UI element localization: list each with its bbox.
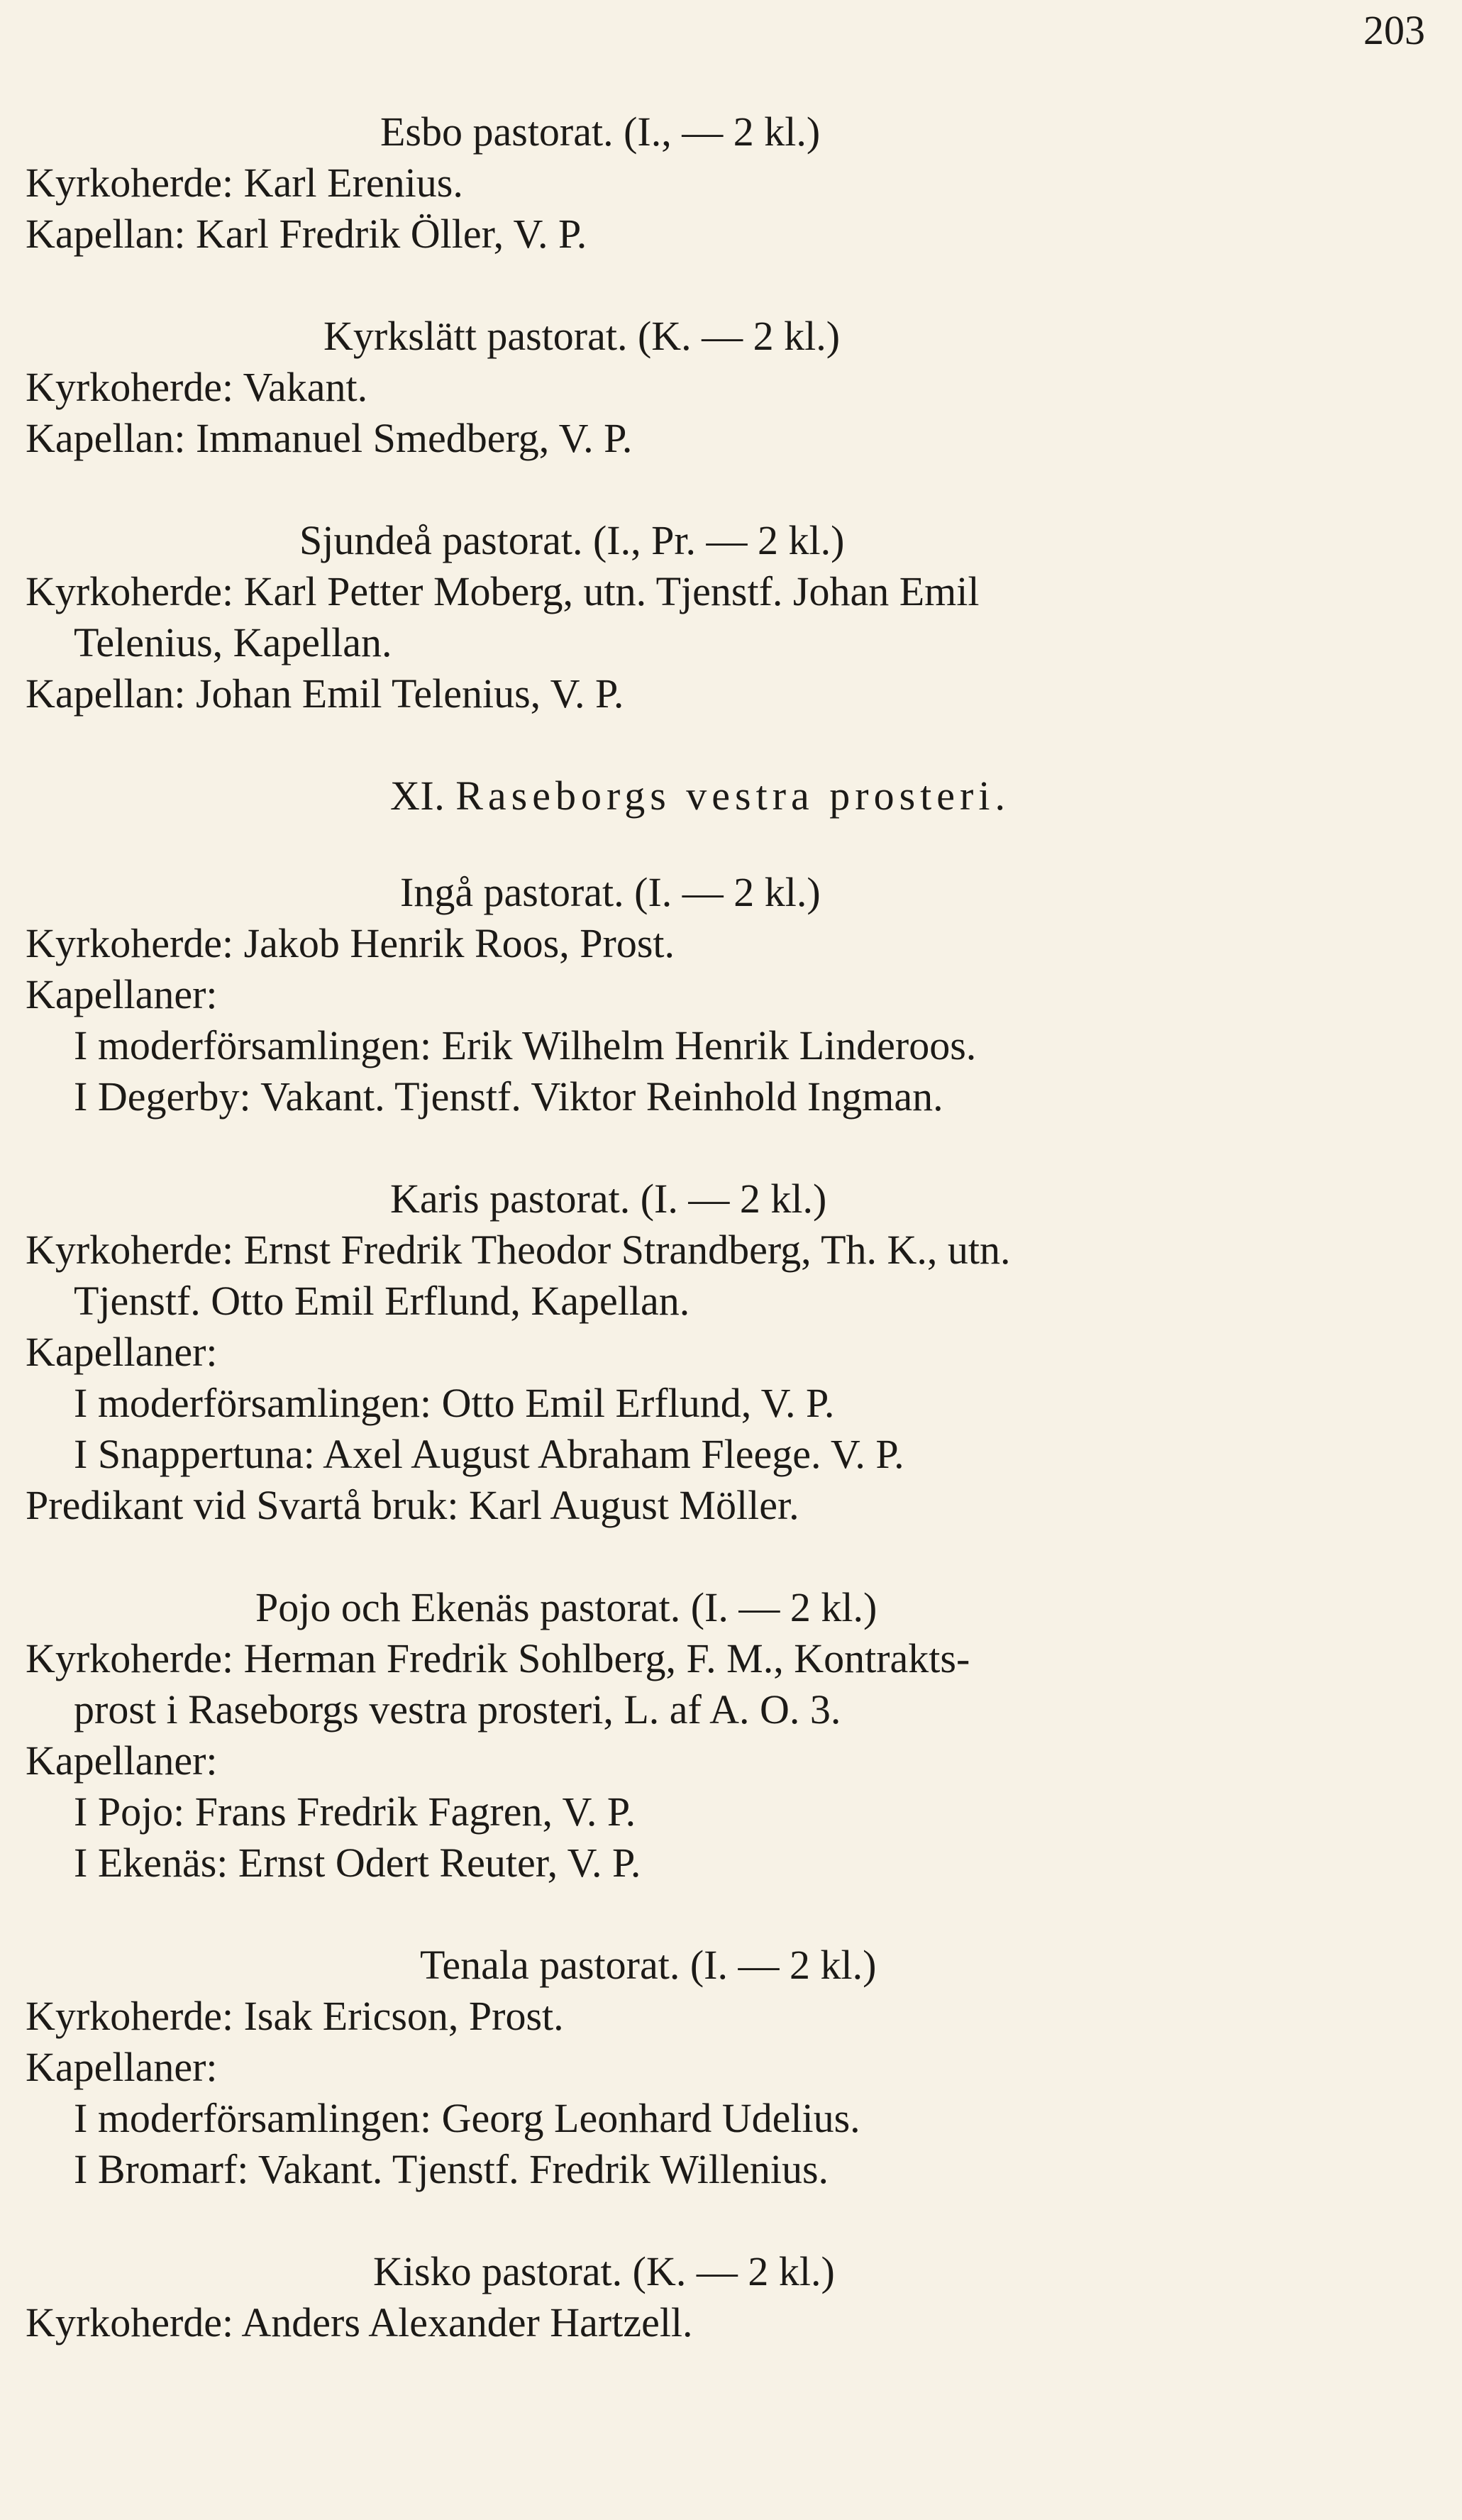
entry-line: Kapellaner: xyxy=(26,1737,218,1784)
pastorat-section xyxy=(26,311,1437,464)
entry-line: I moderförsamlingen: Georg Leonhard Udelius. xyxy=(74,2095,860,2141)
page-content xyxy=(26,106,1437,2348)
entry-line: I Snappertuna: Axel August Abraham Fleege. V. P. xyxy=(74,1431,904,1477)
entry-line: Kyrkoherde: Anders Alexander Hartzell. xyxy=(26,2299,693,2345)
entry-line: Kyrkoherde: Jakob Henrik Roos, Prost. xyxy=(26,920,675,966)
section-gap xyxy=(26,464,1437,515)
entry-line: Kapellaner: xyxy=(26,1329,218,1375)
entry-line: Kapellan: Johan Emil Telenius, V. P. xyxy=(26,670,624,717)
entry-line: Kyrkoherde: Isak Ericson, Prost. xyxy=(26,1993,564,2039)
entry-line: Predikant vid Svartå bruk: Karl August Möller. xyxy=(26,1482,799,1528)
pastorat-heading: Pojo och Ekenäs pastorat. (I. — 2 kl.) xyxy=(255,1584,877,1630)
entry-line: I moderförsamlingen: Otto Emil Erflund, V. P. xyxy=(74,1380,835,1426)
section-gap xyxy=(26,1122,1437,1173)
entry-line: Kyrkoherde: Karl Petter Moberg, utn. Tjenstf. Johan Emil xyxy=(26,568,980,614)
pastorat-section xyxy=(26,2246,1437,2348)
section-gap xyxy=(26,719,1437,770)
pastorat-section xyxy=(26,515,1437,719)
entry-line: I Ekenäs: Ernst Odert Reuter, V. P. xyxy=(74,1840,641,1886)
pastorat-heading: Tenala pastorat. (I. — 2 kl.) xyxy=(420,1942,877,1988)
entry-line: Kyrkoherde: Karl Erenius. xyxy=(26,160,463,206)
district-heading xyxy=(26,770,1437,822)
district-numeral: XI. xyxy=(390,773,445,819)
entry-line: Kyrkoherde: Ernst Fredrik Theodor Strandberg, Th. K., utn. xyxy=(26,1227,1011,1273)
district-name: Raseborgs vestra prosteri. xyxy=(455,773,1010,819)
pastorat-heading: Esbo pastorat. (I., — 2 kl.) xyxy=(380,109,821,155)
entry-line: Kyrkoherde: Herman Fredrik Sohlberg, F. M., Kontrakts- xyxy=(26,1635,970,1681)
entry-line: Kapellaner: xyxy=(26,971,218,1017)
page-number: 203 xyxy=(1363,7,1425,53)
pastorat-section xyxy=(26,1582,1437,1889)
section-gap xyxy=(26,2195,1437,2246)
section-gap xyxy=(26,822,1437,867)
district-sections-block xyxy=(26,822,1437,2348)
pastorat-heading: Kyrkslätt pastorat. (K. — 2 kl.) xyxy=(323,313,841,359)
entry-line: prost i Raseborgs vestra prosteri, L. af A. O. 3. xyxy=(74,1686,841,1732)
entry-line: Kapellaner: xyxy=(26,2044,218,2090)
section-gap xyxy=(26,1889,1437,1940)
pastorat-heading: Ingå pastorat. (I. — 2 kl.) xyxy=(400,869,821,915)
entry-line: Telenius, Kapellan. xyxy=(74,619,392,665)
entry-line: I Degerby: Vakant. Tjenstf. Viktor Reinhold Ingman. xyxy=(74,1073,943,1120)
section-gap xyxy=(26,1531,1437,1582)
pastorat-heading: Kisko pastorat. (K. — 2 kl.) xyxy=(373,2248,835,2294)
entry-line: Kyrkoherde: Vakant. xyxy=(26,364,368,410)
entry-line: Kapellan: Karl Fredrik Öller, V. P. xyxy=(26,211,587,257)
pastorat-section xyxy=(26,106,1437,260)
sections-block xyxy=(26,106,1437,719)
entry-line: I moderförsamlingen: Erik Wilhelm Henrik Linderoos. xyxy=(74,1022,977,1068)
pastorat-heading: Sjundeå pastorat. (I., Pr. — 2 kl.) xyxy=(299,517,845,563)
pastorat-heading: Karis pastorat. (I. — 2 kl.) xyxy=(390,1176,827,1222)
pastorat-section xyxy=(26,1940,1437,2195)
entry-line: Kapellan: Immanuel Smedberg, V. P. xyxy=(26,415,633,461)
pastorat-section xyxy=(26,867,1437,1122)
entry-line: I Pojo: Frans Fredrik Fagren, V. P. xyxy=(74,1789,636,1835)
pastorat-section xyxy=(26,1173,1437,1531)
entry-line: I Bromarf: Vakant. Tjenstf. Fredrik Willenius. xyxy=(74,2146,829,2192)
section-gap xyxy=(26,260,1437,311)
entry-line: Tjenstf. Otto Emil Erflund, Kapellan. xyxy=(74,1278,690,1324)
